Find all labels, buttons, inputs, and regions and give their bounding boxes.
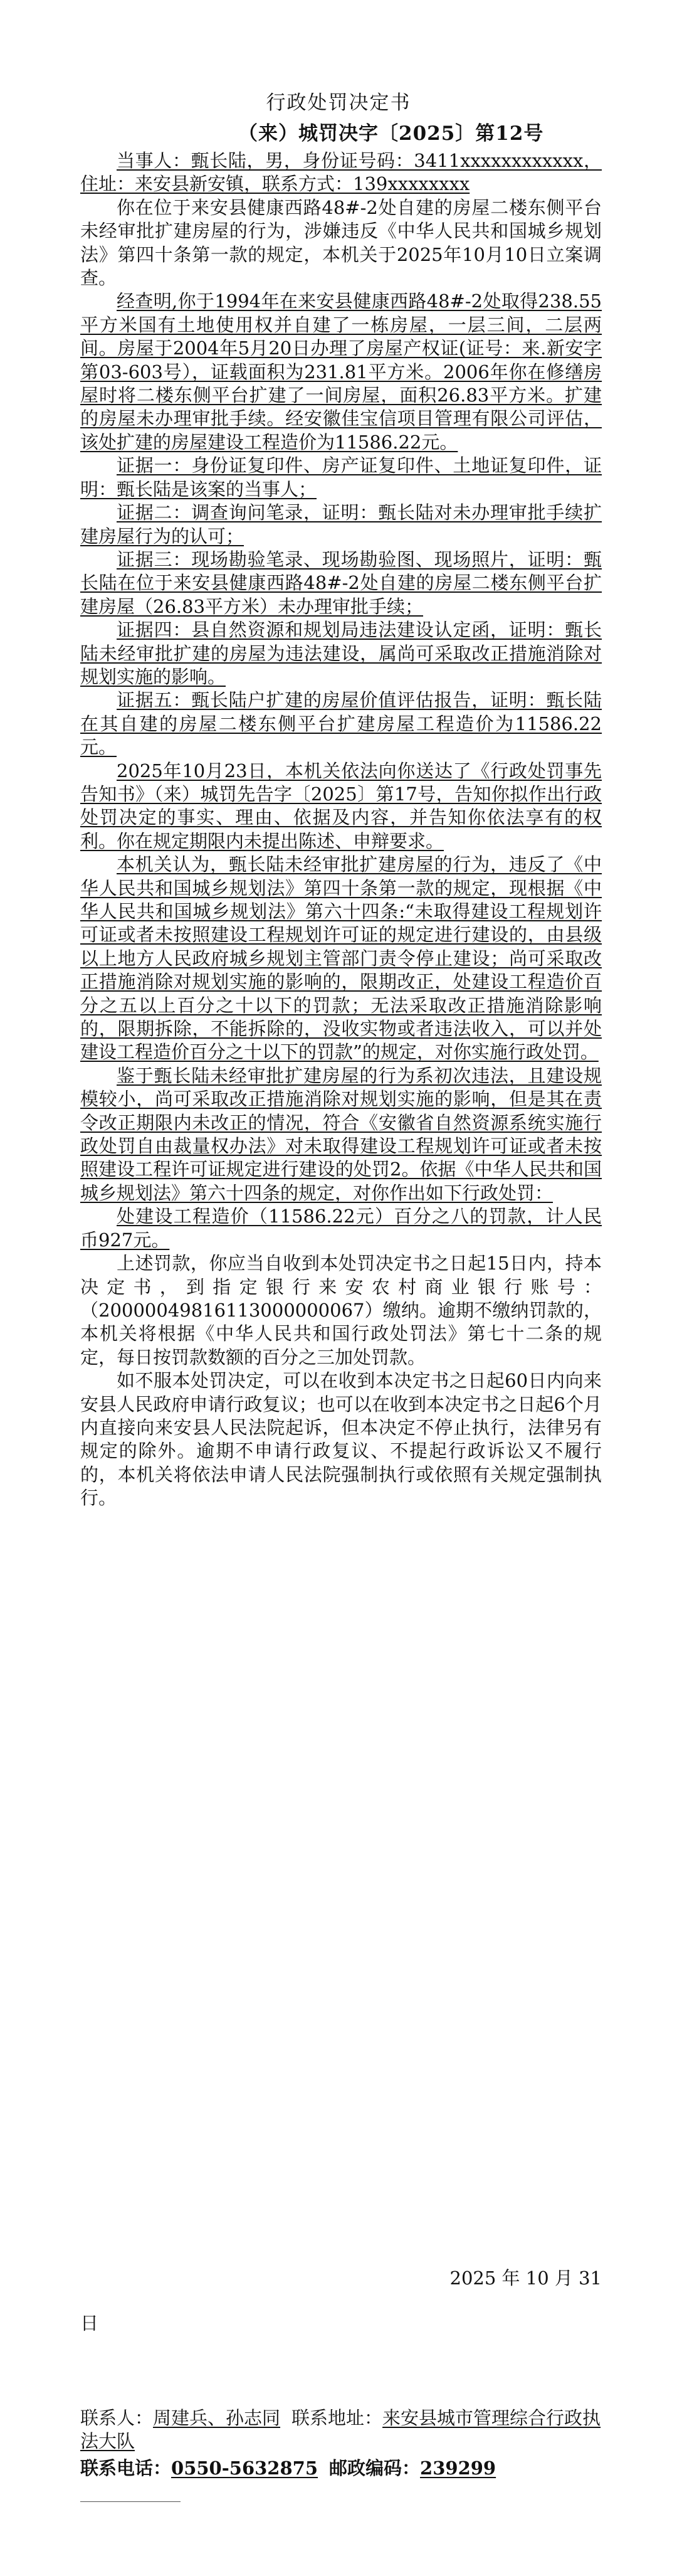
- address-label: 联系地址：: [291, 2407, 383, 2429]
- contacts-value: 周建兵、孙志同: [153, 2407, 281, 2429]
- address-value: 来安县城市管理综合行政执法大队: [80, 2407, 601, 2452]
- evidence-4-paragraph: 证据四：县自然资源和规划局违法建设认定函，证明：甄长陆未经审批扩建的房屋为违法建设，属尚可采取改正措施消除对规划实施的影响。: [80, 619, 602, 687]
- document-title: 行政处罚决定书: [266, 92, 411, 114]
- contact-line-2: [80, 2457, 602, 2480]
- notice-paragraph: 2025年10月23日，本机关依法向你送达了《行政处罚事先告知书》（来）城罚先告字〔2025〕第17号，告知你拟作出行政处罚决定的事实、理由、依据及内容，并告知你依法享有的权利。你在规定期限内未提出陈述、申辩要求。: [80, 760, 602, 852]
- contacts-label: 联系人：: [80, 2407, 154, 2429]
- appeal-paragraph: 如不服本处罚决定，可以在收到本决定书之日起60日内向来安县人民政府申请行政复议；也可以在收到本决定书之日起6个月内直接向来安县人民法院起诉，但本决定不停止执行，法律另有规定的除外。逾期不申请行政复议、不提起行政诉讼又不履行的，本机关将依法申请人民法院强制执行或依照有关规定强制执行。: [80, 1370, 602, 1509]
- intro-paragraph: 你在位于来安县健康西路48#-2处自建的房屋二楼东侧平台未经审批扩建房屋的行为，涉嫌违反《中华人民共和国城乡规划法》第四十条第一款的规定，本机关于2025年10月10日立案调查。: [80, 196, 602, 289]
- discretion-paragraph: 鉴于甄长陆未经审批扩建房屋的行为系初次违法，且建设规模较小，尚可采取改正措施消除对规划实施的影响，但是其在责令改正期限内未改正的情况，符合《安徽省自然资源系统实施行政处罚自由裁量权办法》对未取得建设工程规划许可证或者未按照建设工程许可证规定进行建设的处罚2。依据《中华人民共和国城乡规划法》第六十四条的规定，对你作出如下行政处罚：: [80, 1064, 602, 1204]
- document-date: [80, 2266, 602, 2336]
- payment-paragraph: 上述罚款，你应当自收到本处罚决定书之日起15日内，持本决定书，到指定银行来安农村商业银行账号：（20000049816113000000067）缴纳。逾期不缴纳罚款的，本机关将根据《中华人民共和国行政处罚法》第七十二条的规定，每日按罚款数额的百分之三加处罚款。: [80, 1253, 602, 1368]
- evidence-5-paragraph: 证据五：甄长陆户扩建的房屋价值评估报告，证明：甄长陆在其自建的房屋二楼东侧平台扩建房屋工程造价为11586.22元。: [80, 689, 602, 758]
- document-number: （来）城罚决字〔2025〕第12号: [238, 122, 544, 145]
- postcode-label: 邮政编码：: [329, 2457, 421, 2479]
- evidence-1-paragraph: 证据一：身份证复印件、房产证复印件、土地证复印件，证明：甄长陆是该案的当事人；: [80, 455, 602, 500]
- legal-basis-paragraph: 本机关认为，甄长陆未经审批扩建房屋的行为，违反了《中华人民共和国城乡规划法》第四十条第一款的规定，现根据《中华人民共和国城乡规划法》第六十四条:“未取得建设工程规划许可证或者未按照建设工程规划许可证的规定进行建设的，由县级以上地方人民政府城乡规划主管部门责令停止建设；尚可采取改正措施消除对规划实施的影响的，限期改正，处建设工程造价百分之五以上百分之十以下的罚款；无法采取改正措施消除影响的，限期拆除，不能拆除的，没收实物或者违法收入，可以并处建设工程造价百分之十以下的罚款”的规定，对你实施行政处罚。: [80, 854, 602, 1063]
- contact-line-1: [80, 2407, 601, 2452]
- evidence-3-paragraph: 证据三：现场勘验笔录、现场勘验图、现场照片，证明：甄长陆在位于来安县健康西路48#-2处自建的房屋二楼东侧平台扩建房屋（26.83平方米）未办理审批手续；: [80, 548, 602, 617]
- contact-block: [80, 2407, 602, 2480]
- date-day-char: 日: [80, 2313, 99, 2334]
- postcode-value: 239299: [420, 2457, 496, 2479]
- party-info-paragraph: 当事人：甄长陆，男，身份证号码：3411xxxxxxxxxxxx，住址：来安县新安镇，联系方式：139xxxxxxxx: [80, 150, 602, 195]
- document-body: [80, 149, 602, 1510]
- date-main: 2025 年 10 月 31: [449, 2267, 602, 2289]
- phone-value: 0550-5632875: [171, 2457, 318, 2479]
- bottom-rule: [80, 2501, 181, 2502]
- evidence-2-paragraph: 证据二：调查询问笔录，证明：甄长陆对未办理审批手续扩建房屋行为的认可；: [80, 502, 602, 547]
- facts-paragraph: 经查明,你于1994年在来安县健康西路48#-2处取得238.55平方米国有土地使用权并自建了一栋房屋，一层三间，二层两间。房屋于2004年5月20日办理了房屋产权证(证号：来.新安字第03-603号），证载面积为231.81平方米。2006年你在修缮房屋时将二楼东侧平台扩建了一间房屋，面积26.83平方米。扩建的房屋未办理审批手续。经安徽佳宝信项目管理有限公司评估，该处扩建的房屋建设工程造价为11586.22元。: [80, 290, 602, 453]
- phone-label: 联系电话：: [80, 2457, 172, 2479]
- penalty-paragraph: 处建设工程造价（11586.22元）百分之八的罚款，计人民币927元。: [80, 1206, 602, 1251]
